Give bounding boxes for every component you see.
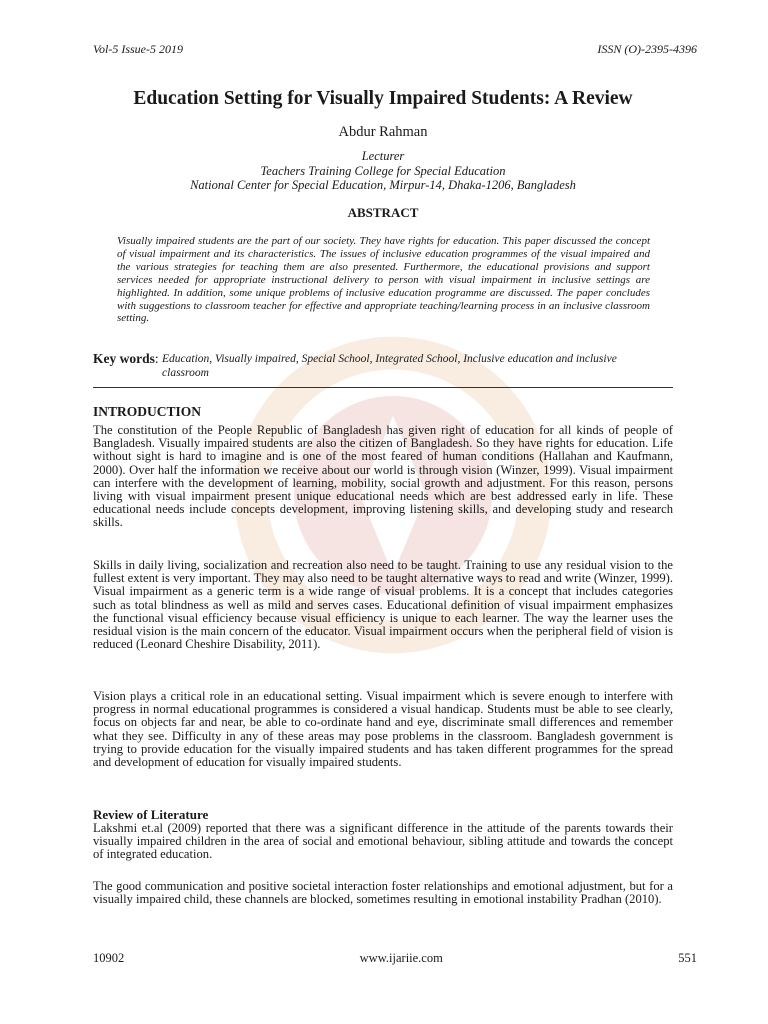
review-paragraph-2: The good communication and positive societal interaction foster relationships and emotional adjustment, but for a visually impaired child, these channels are blocked, sometimes resulting in emotional instability Pradhan (2010). [93,879,673,907]
affiliation-line: Teachers Training College for Special Education [260,163,506,178]
issn: ISSN (O)-2395-4396 [597,42,697,56]
page-footer [93,951,697,966]
section-divider [93,387,673,388]
keywords-text: Education, Visually impaired, Special School, Integrated School, Inclusive education and inclusive classroom [162,353,617,379]
affiliation-line: National Center for Special Education, Mirpur-14, Dhaka-1206, Bangladesh [190,178,576,192]
author-affiliation [93,149,673,193]
review-heading: Review of Literature [93,807,209,822]
volume-issue: Vol-5 Issue-5 2019 [93,42,183,56]
abstract-heading: ABSTRACT [347,205,419,220]
introduction-heading: INTRODUCTION [93,404,202,419]
page-number: 551 [678,951,697,965]
journal-website: www.ijariie.com [359,951,443,965]
running-header [93,42,697,57]
affiliation-line: Lecturer [361,149,405,163]
review-paragraph-1: Lakshmi et.al (2009) reported that there was a significant difference in the attitude of the parents towards their visually impaired children in the area of social and emotional behaviour, sibling attitude and towards the concept of integrated education. [93,821,673,862]
keywords-label: Key words [93,351,155,366]
intro-paragraph-3: Vision plays a critical role in an educational setting. Visual impairment which is severe enough to interfere with progress in normal educational programmes is considered a visual handicap. Students must be able to see clearly, focus on objects far and near, be able to co-ordinate hand and eye, discriminate small differences and remember what they see. Difficulty in any of these areas may pose problems in the classroom. Bangladesh government is trying to provide education for the visually impaired students and has taken different programmes for the spread and development of education for visually impaired students. [93,689,673,770]
author-name: Abdur Rahman [338,124,428,140]
paper-id: 10902 [93,951,125,965]
intro-paragraph-2: Skills in daily living, socialization and recreation also need to be taught. Training to use any residual vision to the fullest extent is very important. They may also need to be taught alternative ways to read and write (Winzer, 1999). Visual impairment as a generic term is a wide range of visual problems. It is a concept that includes categories such as total blindness as well as mild and serves cases. Educational definition of visual impairment emphasizes the functional visual efficiency because visual efficiency is unique to each learner. The way the learner uses the residual vision is the main concern of the educator. Visual impairment occurs when the peripheral field of vision is reduced (Leonard Cheshire Disability, 2011). [93,558,673,652]
abstract-text: Visually impaired students are the part of our society. They have rights for education. This paper discussed the concept of visual impairment and its characteristics. The issues of inclusive education programmes of the visual impaired and the various strategies for teaching them are also presented. Furthermore, the educational provisions and support services needed for appropriate instructional delivery to person with visual impairment in inclusive settings are highlighted. In addition, some unique problems of inclusive education programme are discussed. The paper concludes with suggestions to classroom teacher for effective and appropriate teaching/learning process in an inclusive classroom setting. [117,235,650,325]
keywords-block: Key words: Education, Visually impaired, Special School, Integrated School, Inclusive education and inclusive classroom [93,351,673,380]
paper-title: Education Setting for Visually Impaired Students: A Review [133,88,633,109]
intro-paragraph-1: The constitution of the People Republic of Bangladesh has given right of education for all kinds of people of Bangladesh. Visually impaired students are also the citizen of Bangladesh. So they have rights for education. Life without sight is hard to imagine and is one of the most feared of human conditions (Hallahan and Kaufmann, 2000). Over half the information we receive about our world is through vision (Winzer, 1999). Visual impairment can interfere with the development of learning, mobility, social growth and adjustment. For this reason, persons living with visual impairment present unique educational needs which are best addressed early in life. These educational needs include concepts development, improving listening skills, and developing study and research skills. [93,423,673,530]
